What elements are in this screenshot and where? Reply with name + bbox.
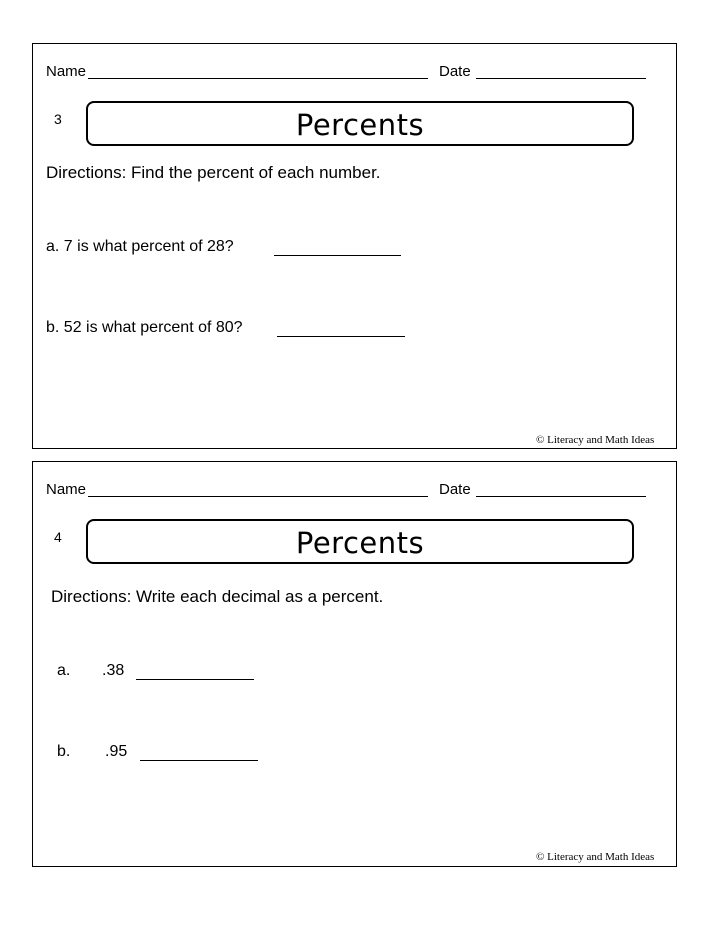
question-b-letter: b.: [57, 743, 71, 760]
title-box: [86, 519, 634, 564]
copyright-text: © Literacy and Math Ideas: [536, 851, 655, 863]
answer-blank-a[interactable]: [274, 255, 401, 256]
worksheet-title: Percents: [295, 525, 425, 560]
worksheet-card-3: [32, 43, 677, 449]
date-label: Date: [439, 63, 471, 80]
name-label: Name: [46, 63, 87, 80]
date-field[interactable]: [476, 78, 646, 79]
worksheet-number: 4: [54, 529, 62, 545]
date-label: Date: [439, 481, 471, 498]
worksheet-title: Percents: [295, 107, 425, 142]
question-b-value: .95: [105, 743, 128, 760]
directions-text: Directions: Find the percent of each number.: [46, 163, 381, 182]
date-field[interactable]: [476, 496, 646, 497]
answer-blank-b[interactable]: [140, 760, 258, 761]
answer-blank-b[interactable]: [277, 336, 405, 337]
question-a-value: .38: [102, 662, 125, 679]
worksheet-card-4: [32, 461, 677, 867]
question-a: a. 7 is what percent of 28?: [46, 238, 234, 255]
answer-blank-a[interactable]: [136, 679, 254, 680]
question-b: b. 52 is what percent of 80?: [46, 319, 243, 336]
name-label: Name: [46, 481, 87, 498]
question-a-letter: a.: [57, 662, 71, 679]
name-field[interactable]: [88, 78, 428, 79]
directions-text: Directions: Write each decimal as a percent.: [51, 587, 384, 606]
name-field[interactable]: [88, 496, 428, 497]
worksheet-number: 3: [54, 111, 62, 127]
copyright-text: © Literacy and Math Ideas: [536, 434, 655, 446]
title-box: [86, 101, 634, 146]
